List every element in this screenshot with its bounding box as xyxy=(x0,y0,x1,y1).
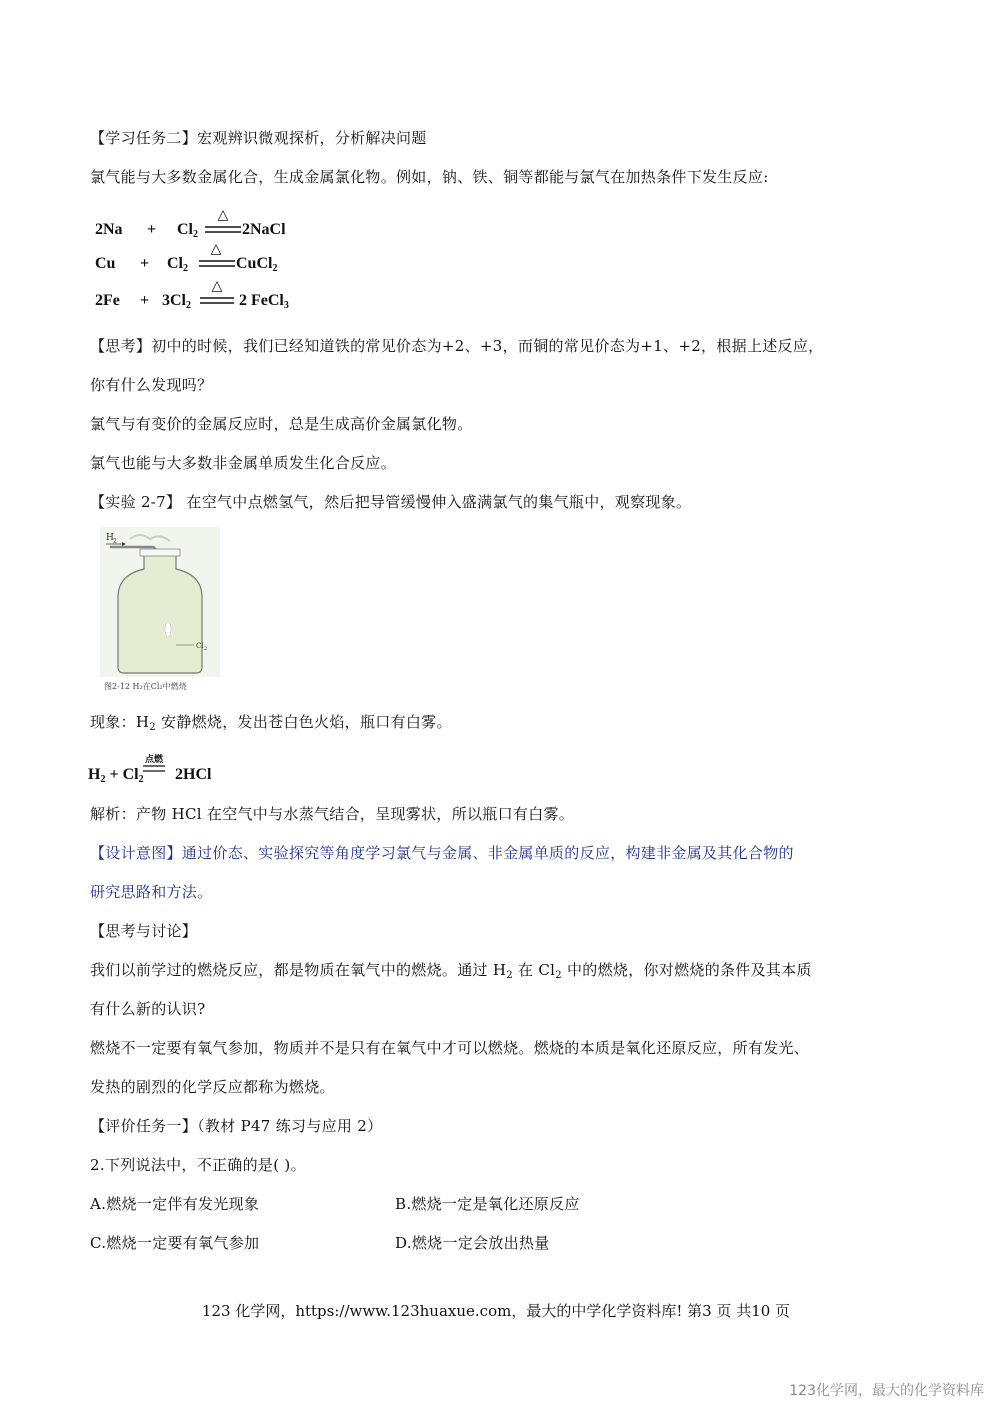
design-line-1: 【设计意图】通过价态、实验探究等角度学习氯气与金属、非金属单质的反应，构建非金属及其化合物的 xyxy=(90,844,794,862)
equals-sign xyxy=(143,764,165,774)
heat-condition: △ xyxy=(217,208,229,223)
discuss-question-1: 我们以前学过的燃烧反应，都是物质在氧气中的燃烧。通过 $H_2$ 在 $Cl_2$ 中的燃烧，你对燃烧的条件及其本质 xyxy=(90,961,812,981)
analysis-text: 解析：产物 HCl 在空气中与水蒸气结合，呈现雾状，所以瓶口有白雾。 xyxy=(90,805,575,823)
design-line-2: 研究思路和方法。 xyxy=(90,883,213,901)
label-cl2: Cl xyxy=(196,642,204,650)
option-b: B.燃烧一定是氧化还原反应 xyxy=(395,1195,580,1213)
equation-na: 2Na + $Cl_2$ △ 2NaCl xyxy=(95,208,286,240)
equals-sign xyxy=(200,296,234,306)
equation-h2-cl2: $H_2 + Cl_2$ 点燃 2HCl xyxy=(88,754,212,785)
phenomenon-text: 现象：$H_2$ 安静燃烧，发出苍白色火焰，瓶口有白雾。 xyxy=(90,713,452,733)
heat-condition: △ xyxy=(211,279,223,294)
equation-cu: Cu + $Cl_2$ △ CuCl$_2$ xyxy=(95,242,278,274)
figure-caption: 图2-12 H₂在Cl₂中燃烧 xyxy=(104,682,187,691)
discuss-question-2: 有什么新的认识? xyxy=(90,1000,206,1018)
svg-text:2: 2 xyxy=(204,646,208,652)
discuss-heading: 【思考与讨论】 xyxy=(90,922,198,940)
equals-sign xyxy=(205,225,241,235)
ignite-condition: 点燃 xyxy=(144,754,163,764)
equation-fe: 2Fe + $3Cl_2$ △ 2 FeCl$_3$ xyxy=(95,279,289,311)
option-c: C.燃烧一定要有氧气参加 xyxy=(90,1234,260,1252)
discuss-answer-1: 燃烧不一定要有氧气参加，物质并不是只有在氧气中才可以燃烧。燃烧的本质是氧化还原反应，所有发光、 xyxy=(90,1039,810,1057)
option-d: D.燃烧一定会放出热量 xyxy=(395,1234,550,1252)
equals-sign xyxy=(199,259,235,269)
experiment-figure xyxy=(100,527,220,697)
experiment-text: 【实验 2-7】 在空气中点燃氢气，然后把导管缓慢伸入盛满氯气的集气瓶中，观察现象。 xyxy=(90,493,692,511)
label-h2: H xyxy=(106,533,114,543)
question-text: 2.下列说法中，不正确的是( )。 xyxy=(90,1156,306,1174)
page-footer: 123 化学网，https://www.123huaxue.com，最大的中学化学资料库! 第3 页 共10 页 xyxy=(201,1302,791,1320)
nonmetal-text: 氯气也能与大多数非金属单质发生化合反应。 xyxy=(90,454,397,472)
intro-text: 氯气能与大多数金属化合，生成金属氯化物。例如，钠、铁、铜等都能与氯气在加热条件下发生反应: xyxy=(90,168,769,186)
think-line-2: 你有什么发现吗？ xyxy=(90,376,213,394)
answer-1: 氯气与有变价的金属反应时，总是生成高价金属氯化物。 xyxy=(90,415,473,433)
discuss-answer-2: 发热的剧烈的化学反应都称为燃烧。 xyxy=(90,1078,335,1096)
option-a: A.燃烧一定伴有发光现象 xyxy=(90,1195,260,1213)
svg-text:2: 2 xyxy=(113,538,117,545)
eval-heading: 【评价任务一】（教材 P47 练习与应用 2） xyxy=(90,1117,383,1135)
heat-condition: △ xyxy=(210,242,222,257)
watermark: 123化学网，最大的化学资料库 xyxy=(789,1383,984,1399)
think-line-1: 【思考】初中的时候，我们已经知道铁的常见价态为+2、+3，而铜的常见价态为+1、+2，根据上述反应， xyxy=(90,337,824,355)
gas-bottle-illustration xyxy=(100,527,220,677)
task2-heading: 【学习任务二】宏观辨识微观探析，分析解决问题 xyxy=(90,129,427,147)
